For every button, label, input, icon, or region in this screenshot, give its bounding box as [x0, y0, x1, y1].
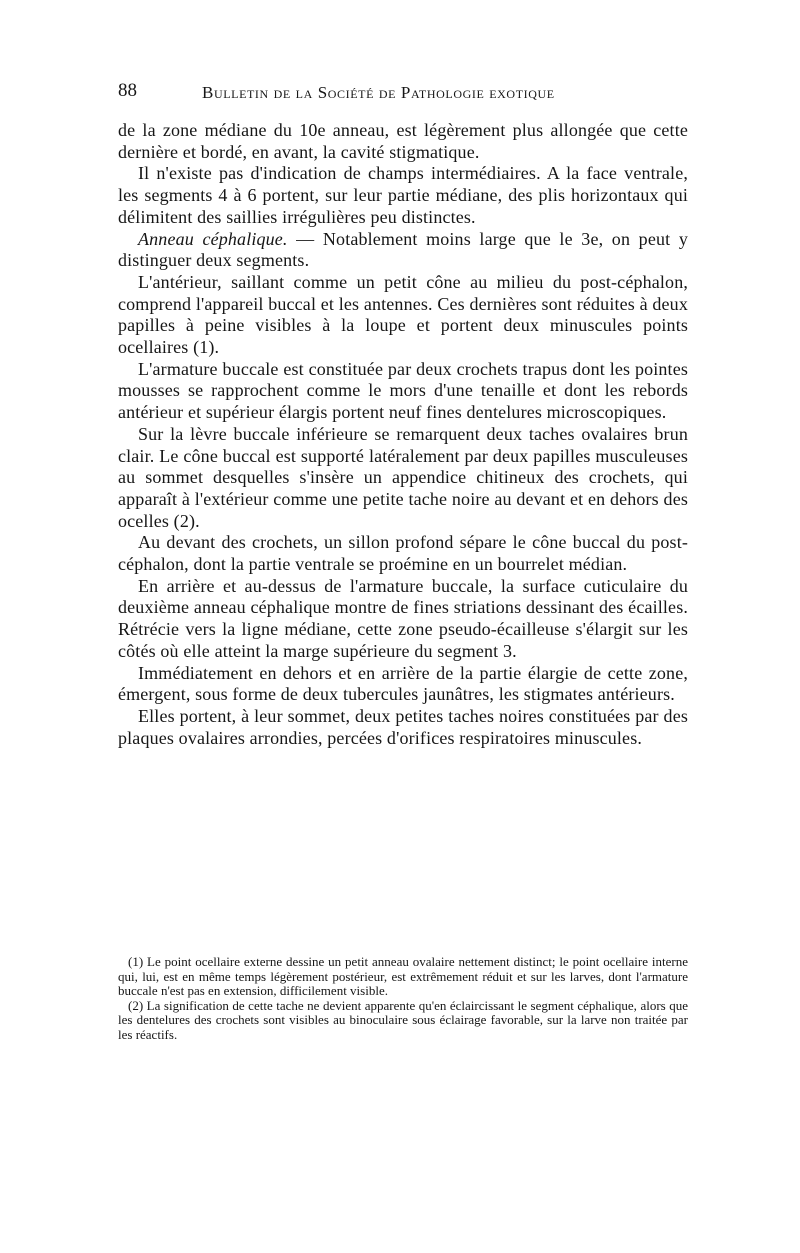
paragraph: L'armature buccale est constituée par deux crochets trapus dont les pointes mousses se rapprochent comme le mors d'une tenaille et dont les rebords antérieur et supérieur élargis portent neuf fines dentelures microscopiques.	[118, 358, 688, 423]
journal-title: Bulletin de la Société de Pathologie exotique	[202, 83, 555, 102]
body-text	[118, 120, 688, 749]
paragraph: Elles portent, à leur sommet, deux petites taches noires constituées par des plaques ovalaires arrondies, percées d'orifices respiratoires minuscules.	[118, 705, 688, 748]
footnote-1: (1) Le point ocellaire externe dessine un petit anneau ovalaire nettement distinct; le point ocellaire interne qui, lui, est en même temps légèrement postérieur, est extrêmement réduit et sur les larves, dont l'armature buccale n'est pas en extension, difficilement visible.	[118, 954, 688, 999]
section-title: Anneau céphalique.	[138, 228, 288, 249]
footnote-2: (2) La signification de cette tache ne devient apparente qu'en éclaircissant le segment céphalique, alors que les dentelures des crochets sont visibles au binoculaire sous éclairage favorable, sur la larve non traitée par les réactifs.	[118, 997, 688, 1042]
paragraph-section	[118, 229, 688, 272]
section-intro: — Notablement moins large que le 3e, on peut y distinguer deux segments.	[118, 228, 689, 271]
paragraph: Il n'existe pas d'indication de champs intermédiaires. A la face ventrale, les segments 4 à 6 portent, sur leur partie médiane, des plis horizontaux qui délimitent des saillies irrégulières peu distinctes.	[118, 163, 688, 227]
paragraph: de la zone médiane du 10e anneau, est légèrement plus allongée que cette dernière et bordé, en avant, la cavité stigmatique.	[118, 120, 688, 162]
paragraph: Immédiatement en dehors et en arrière de la partie élargie de cette zone, émergent, sous forme de deux tubercules jaunâtres, les stigmates antérieurs.	[118, 662, 688, 705]
paragraph: Sur la lèvre buccale inférieure se remarquent deux taches ovalaires brun clair. Le cône buccal est supporté latéralement par deux papilles musculeuses au sommet desquelles s'insère un appendice chitineux des crochets, qui apparaît à l'extérieur comme une petite tache noire au devant et en dehors des ocelles (2).	[118, 423, 688, 531]
page-number: 88	[118, 80, 137, 101]
footnotes	[118, 955, 688, 1043]
paragraph: Au devant des crochets, un sillon profond sépare le cône buccal du post-céphalon, dont la partie ventrale se proémine en un bourrelet médian.	[118, 532, 688, 575]
paragraph: En arrière et au-dessus de l'armature buccale, la surface cuticulaire du deuxième anneau céphalique montre de fines striations dessinant des écailles. Rétrécie vers la ligne médiane, cette zone pseudo-écailleuse s'élargit sur les côtés où elle atteint la marge supérieure du segment 3.	[118, 575, 688, 661]
paragraph: L'antérieur, saillant comme un petit cône au milieu du post-céphalon, comprend l'appareil buccal et les antennes. Ces dernières sont réduites à deux papilles à peine visibles à la loupe et portent deux minuscules points ocellaires (1).	[118, 271, 688, 358]
running-head	[118, 80, 693, 104]
